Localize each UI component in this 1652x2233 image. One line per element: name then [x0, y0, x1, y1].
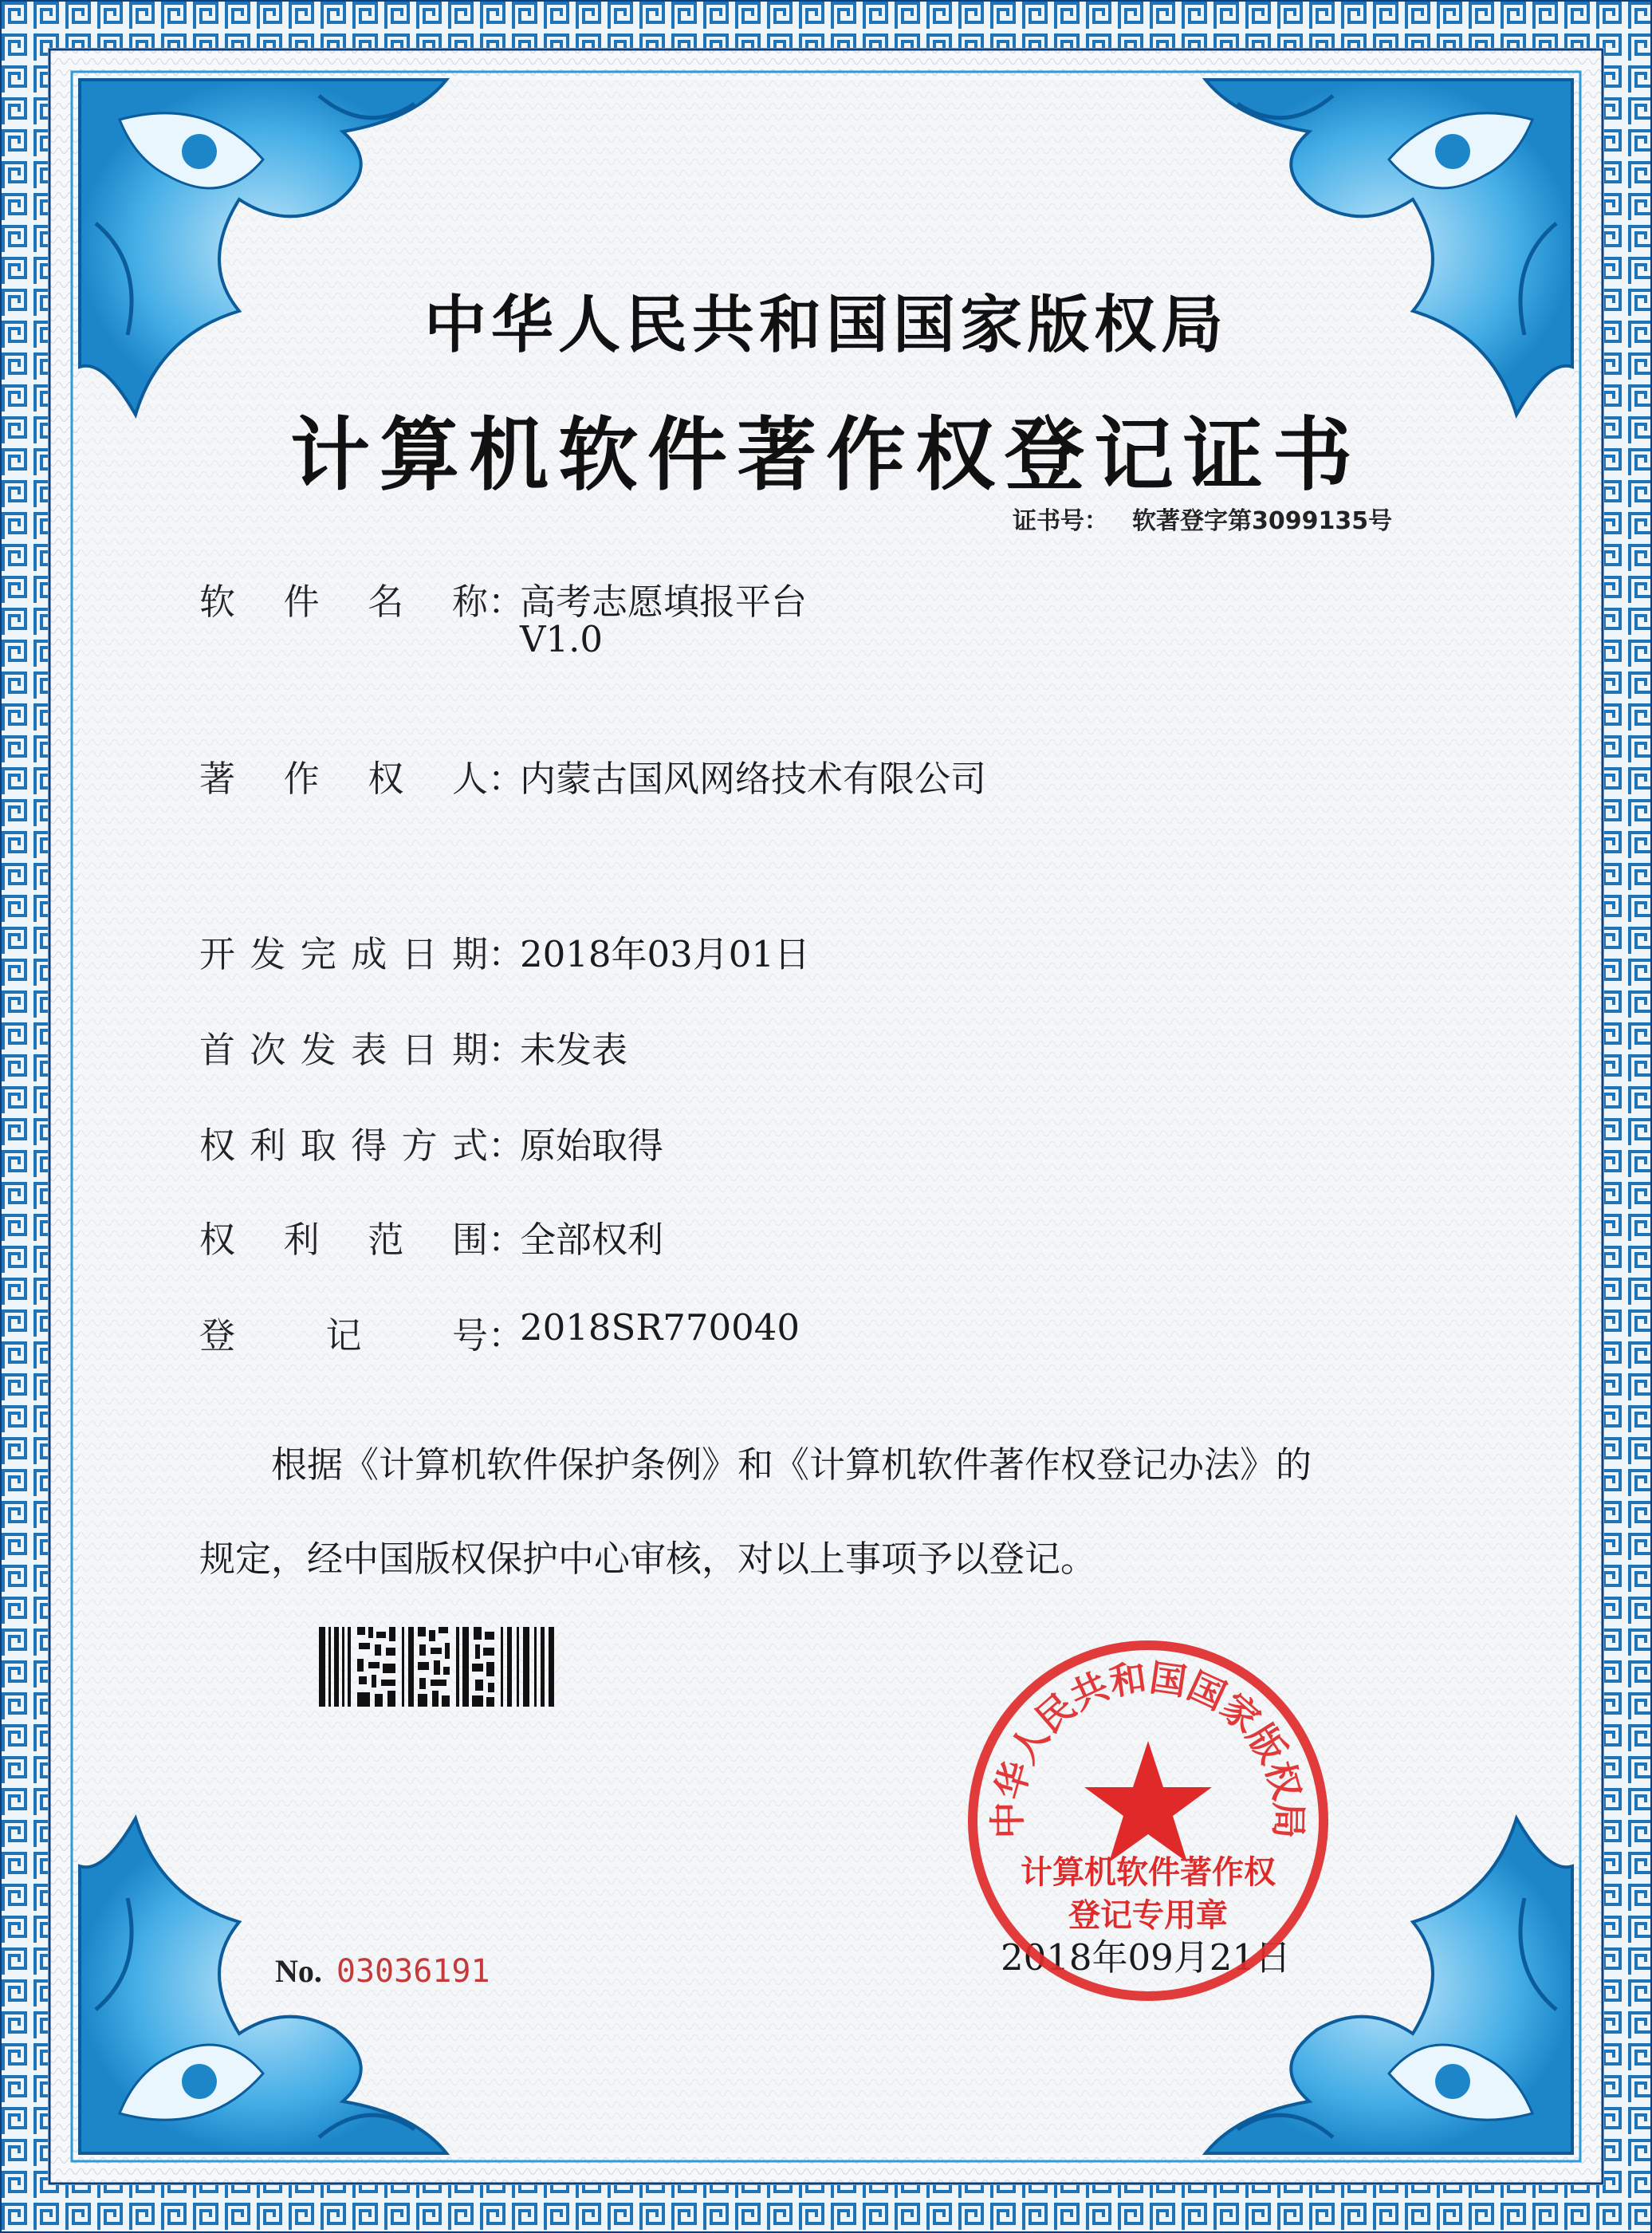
- seal-line-2: 登记专用章: [1068, 1897, 1228, 1934]
- field-registration-number: [199, 1306, 800, 1357]
- issuer-heading: 中华人民共和国国家版权局: [423, 289, 1228, 361]
- barcode: [319, 1627, 554, 1707]
- statement-line-1: 根据《计算机软件保护条例》和《计算机软件著作权登记办法》的: [271, 1443, 1312, 1486]
- serial-value: 03036191: [336, 1953, 490, 1990]
- field-value: 未发表: [520, 1029, 628, 1071]
- field-value: 高考志愿填报平台: [520, 581, 808, 623]
- certificate-title: 计算机软件著作权登记证书: [290, 408, 1362, 502]
- seal-line-1: 计算机软件著作权: [1021, 1854, 1276, 1891]
- field-label: 权利取得方式: [199, 1124, 488, 1167]
- field-value: 内蒙古国风网络技术有限公司: [520, 758, 987, 800]
- serial-prefix: No.: [275, 1953, 322, 1989]
- certificate-number: [1013, 501, 1416, 536]
- field-copyright-owner: [199, 750, 986, 801]
- field-software-name: [199, 573, 807, 624]
- field-colon: ：: [488, 1124, 525, 1167]
- field-label: 登记号: [199, 1314, 488, 1357]
- field-colon: ：: [488, 1219, 525, 1261]
- serial-number: [275, 1952, 490, 1990]
- field-colon: ：: [488, 581, 525, 623]
- star-icon: [1084, 1741, 1212, 1862]
- official-seal: [961, 1633, 1335, 2008]
- issue-date: 2018年09月21日: [1001, 1936, 1292, 1979]
- field-value: 2018SR770040: [520, 1306, 800, 1349]
- field-colon: ：: [488, 933, 525, 975]
- field-colon: ：: [488, 758, 525, 800]
- field-value: 2018年03月01日: [520, 933, 811, 975]
- field-colon: ：: [488, 1029, 525, 1071]
- certificate-number-label: 证书号：: [1013, 507, 1108, 535]
- field-value: 原始取得: [520, 1124, 664, 1167]
- seal-arc-text: 中华人民共和国国家版权局: [985, 1656, 1311, 1839]
- certificate-number-value: 软著登字第3099135号: [1132, 507, 1393, 535]
- field-rights-scope: [199, 1211, 663, 1262]
- field-acquisition-method: [199, 1116, 663, 1168]
- field-first-publication-date: [199, 1021, 627, 1072]
- field-label: 开发完成日期: [199, 933, 488, 975]
- field-label: 软件名称: [199, 581, 488, 623]
- field-label: 权利范围: [199, 1219, 488, 1261]
- software-version: V1.0: [520, 618, 604, 660]
- seal-graphic: [961, 1633, 1335, 2008]
- field-value: 全部权利: [520, 1219, 664, 1261]
- field-label: 著作权人: [199, 758, 488, 800]
- statement-line-2: 规定，经中国版权保护中心审核，对以上事项予以登记。: [199, 1538, 1097, 1580]
- field-label: 首次发表日期: [199, 1029, 488, 1071]
- field-colon: ：: [488, 1314, 525, 1357]
- field-development-date: [199, 925, 810, 976]
